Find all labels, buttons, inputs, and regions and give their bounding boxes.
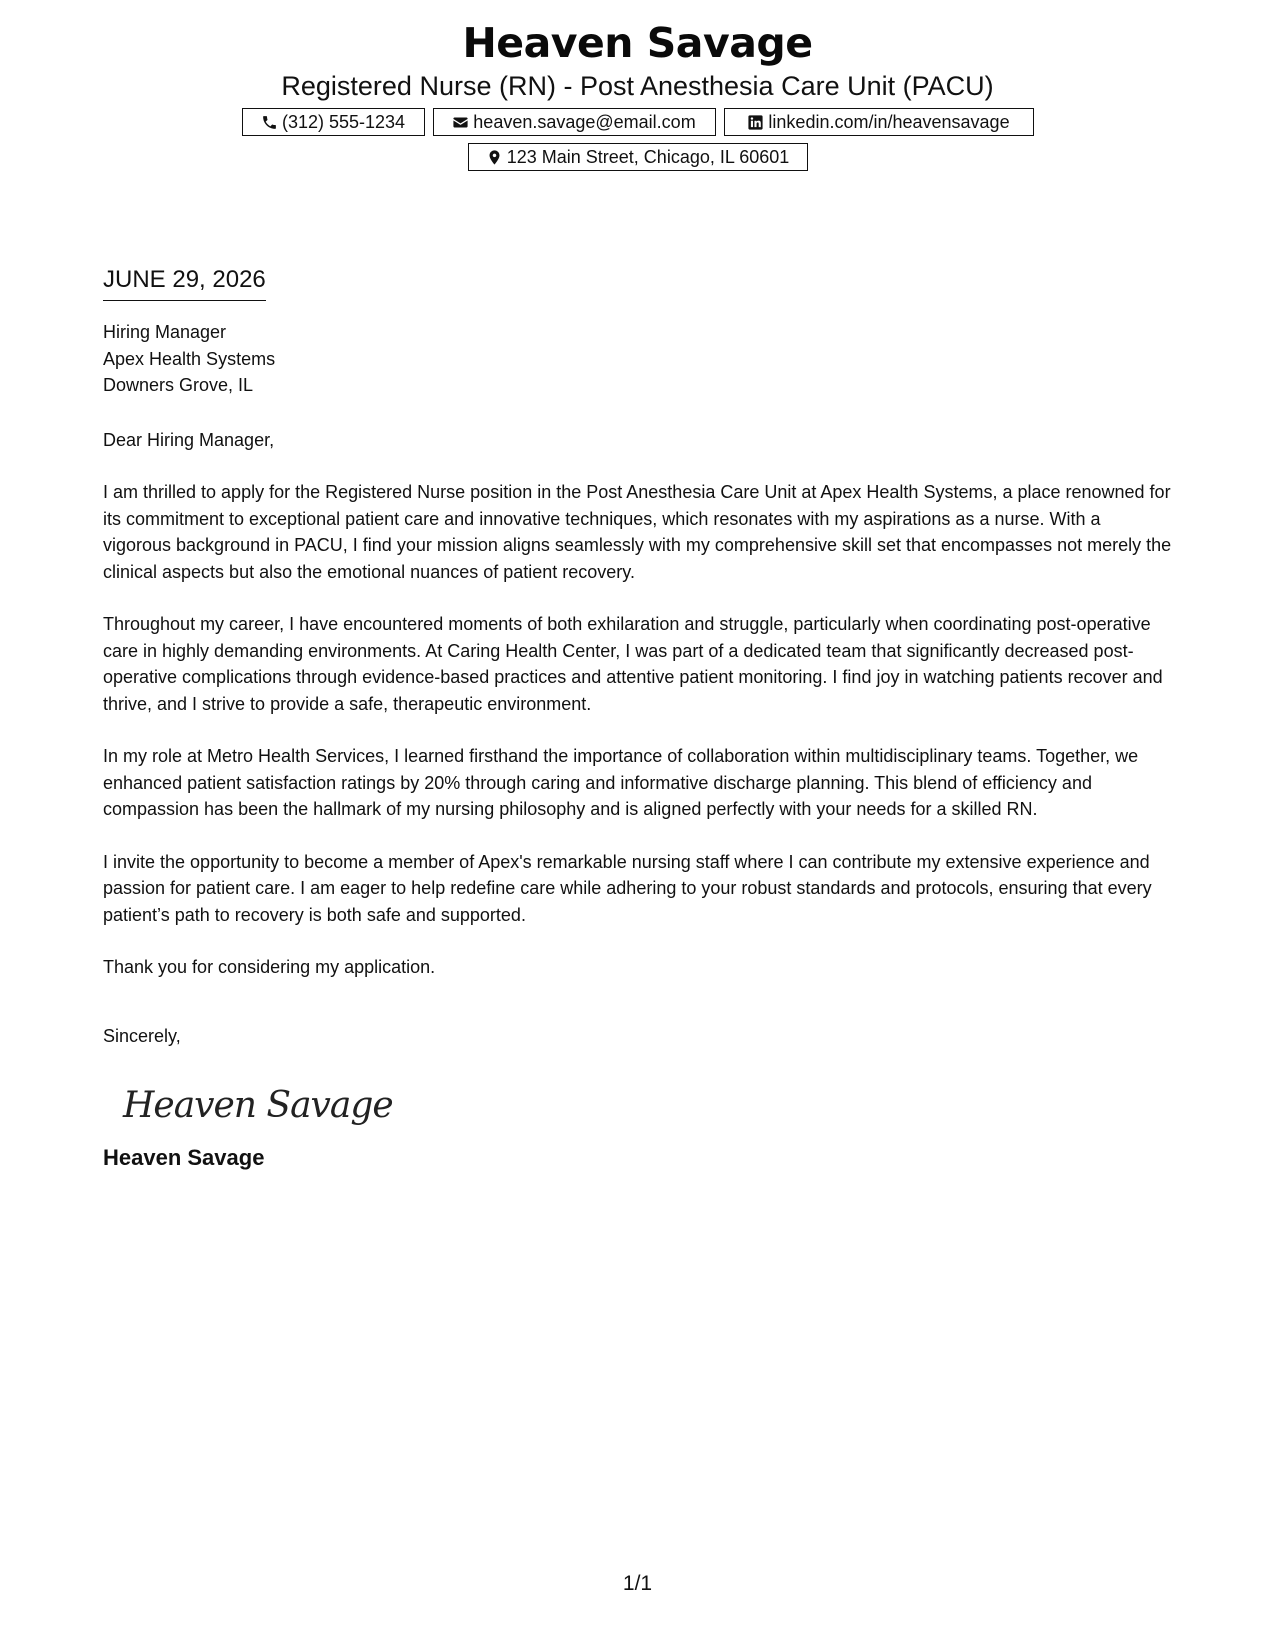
contact-row-secondary — [0, 143, 1275, 171]
job-title: Registered Nurse (RN) - Post Anesthesia Care Unit (PACU) — [281, 71, 994, 101]
letter-date: JUNE 29, 2026 — [103, 264, 266, 301]
recipient-line: Downers Grove, IL — [103, 375, 254, 395]
body-paragraph: In my role at Metro Health Services, I learned firsthand the importance of collaboration within multidisciplinary teams. Together, we enhanced patient satisfaction ratings by 20% through caring and informative discharge planning. This blend of efficiency and compassion has been the hallmark of my nursing philosophy and is aligned perfectly with your needs for a skilled RN. — [103, 746, 1139, 819]
salutation: Dear Hiring Manager, — [103, 429, 275, 450]
body-paragraph: I invite the opportunity to become a member of Apex's remarkable nursing staff where I can contribute my extensive experience and passion for patient care. I am eager to help redefine care while adhering to your robust standards and protocols, ensuring that every patient’s path to recovery is both safe and supported. — [103, 851, 1152, 925]
page-number: 1/1 — [622, 1572, 653, 1595]
contact-address[interactable] — [468, 143, 808, 171]
linkedin-text: linkedin.com/in/heavensavage — [768, 112, 1010, 132]
envelope-icon — [452, 114, 469, 131]
recipient-line: Apex Health Systems — [103, 348, 276, 369]
map-marker-icon — [486, 149, 503, 166]
address-text: 123 Main Street, Chicago, IL 60601 — [506, 147, 790, 167]
email-text: heaven.savage@email.com — [473, 112, 696, 132]
body-paragraph: I am thrilled to apply for the Registered Nurse position in the Post Anesthesia Care Unit at Apex Health Systems, a place renowned for its commitment to exceptional patient care and innovative techniques, which resonates with my aspirations as a nurse. With a vigorous background in PACU, I find your mission aligns seamlessly with my comprehensive skill set that encompasses not merely the clinical aspects but also the emotional nuances of patient recovery. — [103, 482, 1172, 582]
contact-linkedin[interactable] — [724, 108, 1034, 136]
signature-image — [119, 1075, 1173, 1135]
recipient-line: Hiring Manager — [103, 322, 227, 342]
contact-email[interactable] — [433, 108, 716, 136]
signature-script: Heaven Savage — [123, 1085, 393, 1126]
linkedin-icon — [747, 114, 764, 131]
recipient-block — [103, 319, 1173, 399]
thanks-line: Thank you for considering my application. — [103, 957, 436, 977]
phone-text: (312) 555-1234 — [281, 112, 406, 132]
letter-body — [103, 264, 1173, 1173]
phone-icon — [261, 114, 278, 131]
applicant-name: Heaven Savage — [462, 19, 813, 67]
signer-name: Heaven Savage — [103, 1145, 265, 1170]
body-paragraph: Throughout my career, I have encountered moments of both exhilaration and struggle, particularly when coordinating post-operative care in highly demanding environments. At Caring Health Center, I was part of a dedicated team that significantly decreased post-operative complications through evidence-based practices and attentive patient monitoring. I find joy in watching patients recover and thrive, and I strive to provide a safe, therapeutic environment. — [103, 614, 1163, 714]
contact-row-primary — [0, 108, 1275, 136]
closing-line: Sincerely, — [103, 1025, 181, 1046]
contact-phone[interactable] — [242, 108, 425, 136]
letter-header — [0, 18, 1275, 171]
